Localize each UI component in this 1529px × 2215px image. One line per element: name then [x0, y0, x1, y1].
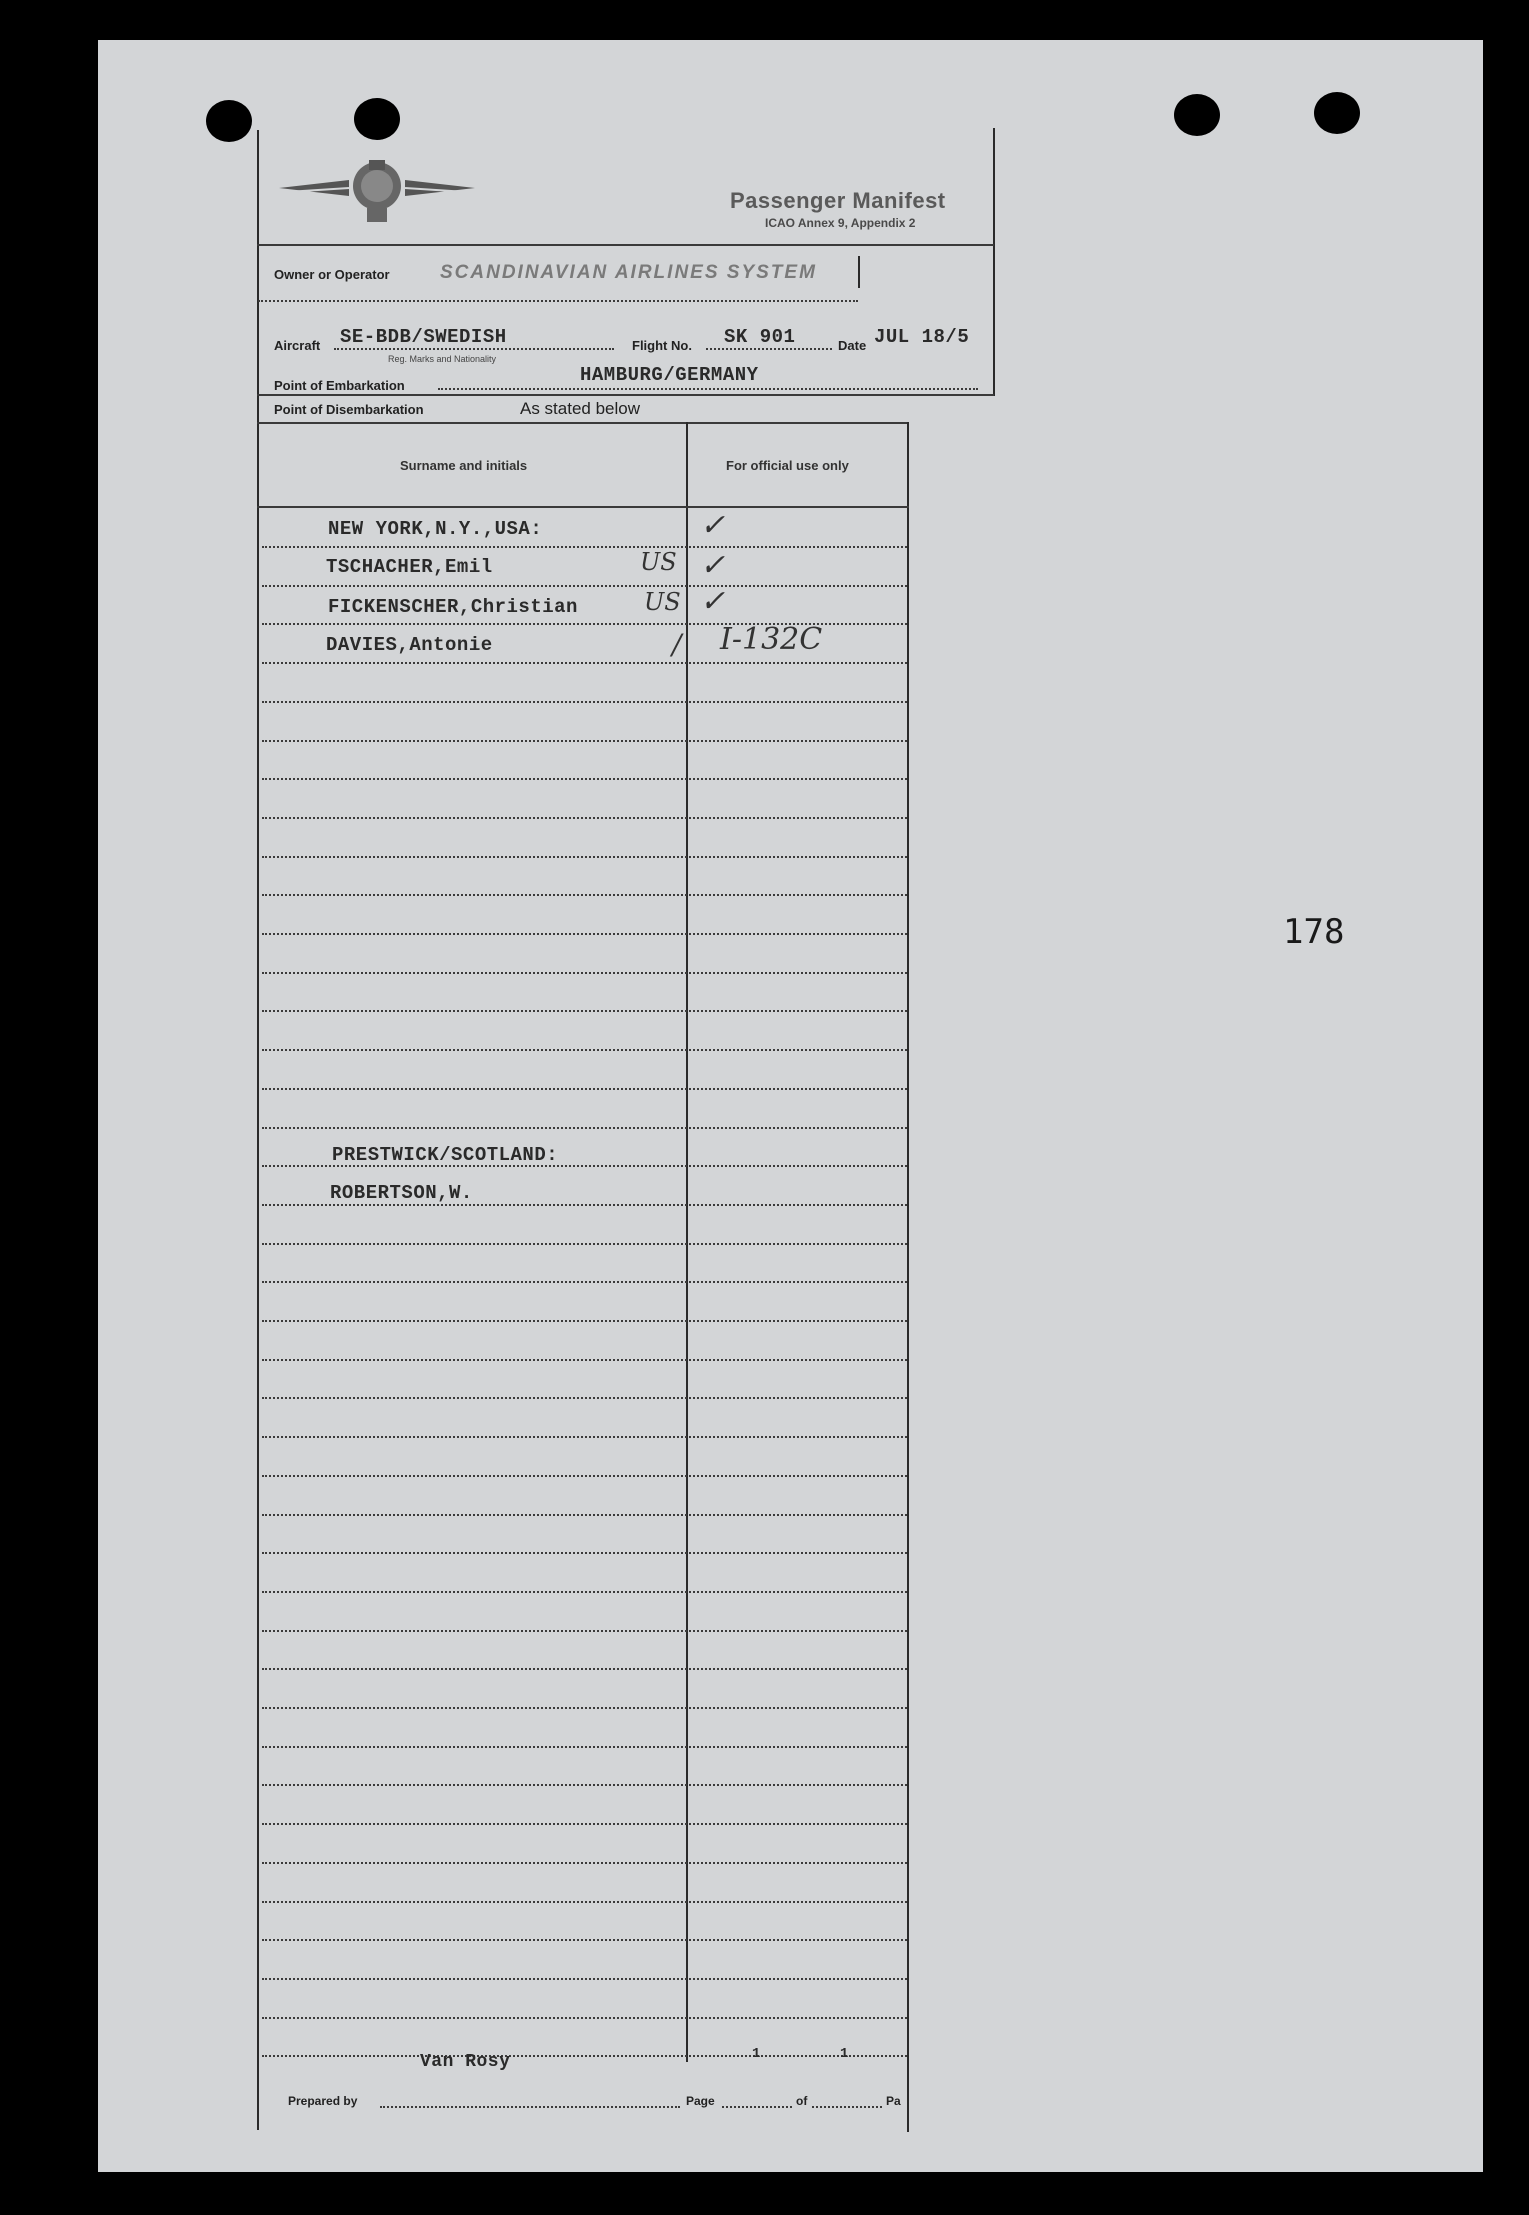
flight-label: Flight No.: [632, 338, 692, 353]
table-row-line: [262, 1978, 907, 1980]
page-label: Page: [686, 2094, 715, 2108]
table-row-line: [262, 1204, 907, 1206]
prepared-line: [380, 2106, 680, 2108]
table-row-line: [262, 1010, 907, 1012]
pa-label: Pa: [886, 2094, 901, 2108]
document-sheet: [98, 40, 1483, 2172]
table-row-line: [262, 1746, 907, 1748]
handwritten-code: I-132C: [720, 622, 823, 657]
table-row-name: PRESTWICK/SCOTLAND:: [332, 1144, 559, 1166]
aircraft-hint: Reg. Marks and Nationality: [388, 354, 497, 364]
table-row-line: [262, 778, 907, 780]
page-line: [722, 2106, 792, 2108]
embark-label: Point of Embarkation: [274, 378, 405, 393]
airline-wings-logo-icon: [279, 150, 475, 230]
header-bottom-line: [257, 394, 994, 396]
check-mark-icon: ✓: [700, 508, 726, 543]
table-row-line: [262, 1591, 907, 1593]
page-number: 1: [752, 2046, 761, 2062]
header-divider: [257, 244, 994, 246]
table-row-line: [262, 1862, 907, 1864]
table-header-line: [257, 506, 909, 508]
table-row-line: [262, 972, 907, 974]
column-divider: [686, 422, 688, 2062]
table-row-name: DAVIES,Antonie: [326, 634, 493, 656]
table-row-name: FICKENSCHER,Christian: [328, 596, 578, 618]
stamp-number: 178: [1283, 912, 1345, 952]
table-row-line: [262, 1939, 907, 1941]
punch-hole: [206, 100, 252, 142]
table-row-line: [262, 1281, 907, 1283]
punch-hole: [1314, 92, 1360, 134]
col-name-header: Surname and initials: [400, 458, 528, 473]
table-row-line: [262, 856, 907, 858]
table-row-line: [262, 1127, 907, 1129]
owner-label: Owner or Operator: [274, 267, 390, 282]
table-row-line: [262, 1243, 907, 1245]
punch-hole: [1174, 94, 1220, 136]
embark-value: HAMBURG/GERMANY: [580, 364, 759, 386]
table-row-line: [262, 1707, 907, 1709]
table-right-border: [907, 422, 909, 2132]
table-row-line: [262, 1901, 907, 1903]
table-row-line: [262, 1397, 907, 1399]
check-mark-icon: ✓: [700, 584, 726, 619]
owner-line: [258, 300, 858, 302]
owner-value: SCANDINAVIAN AIRLINES SYSTEM: [440, 262, 817, 283]
table-row-line: [262, 2055, 907, 2057]
date-value: JUL 18/5: [874, 326, 970, 348]
form-right-border: [993, 128, 995, 396]
embark-line: [438, 388, 978, 390]
table-row-line: [262, 546, 907, 548]
of-label: of: [796, 2094, 808, 2108]
table-row-line: [262, 1823, 907, 1825]
col-official-header: For official use only: [726, 458, 849, 473]
page-total: 1: [840, 2046, 849, 2062]
table-top-line: [257, 422, 909, 424]
nationality-mark: US: [640, 548, 677, 576]
table-row-line: [262, 894, 907, 896]
check-mark-icon: ✓: [700, 548, 726, 583]
slash-mark: /: [672, 628, 682, 661]
table-row-line: [262, 662, 907, 664]
table-row-line: [262, 817, 907, 819]
table-row-line: [262, 1049, 907, 1051]
table-row-line: [262, 1359, 907, 1361]
disembark-value: As stated below: [520, 399, 641, 418]
table-row-line: [262, 1630, 907, 1632]
table-row-line: [262, 1475, 907, 1477]
table-row-line: [262, 1088, 907, 1090]
flight-line: [706, 348, 832, 350]
form-left-border: [257, 130, 259, 2130]
manifest-title: Passenger Manifest: [730, 188, 946, 213]
table-row-name: ROBERTSON,W.: [330, 1182, 473, 1204]
nationality-mark: US: [644, 588, 681, 616]
table-row-line: [262, 1784, 907, 1786]
table-row-name: NEW YORK,N.Y.,USA:: [328, 518, 543, 540]
table-row-line: [262, 1552, 907, 1554]
date-label: Date: [838, 338, 867, 353]
manifest-subtitle: ICAO Annex 9, Appendix 2: [765, 216, 916, 230]
table-row-line: [262, 1514, 907, 1516]
flight-value: SK 901: [724, 326, 796, 348]
table-row-line: [262, 1320, 907, 1322]
owner-tick: [858, 256, 860, 288]
aircraft-label: Aircraft: [274, 338, 321, 353]
aircraft-line: [334, 348, 614, 350]
signature: Van Rosy: [420, 2052, 511, 2072]
of-line: [812, 2106, 882, 2108]
table-row-line: [262, 701, 907, 703]
disembark-label: Point of Disembarkation: [274, 402, 424, 417]
table-row-line: [262, 1668, 907, 1670]
punch-hole: [354, 98, 400, 140]
table-row-line: [262, 1436, 907, 1438]
table-row-line: [262, 740, 907, 742]
table-row-line: [262, 585, 907, 587]
table-row-line: [262, 2017, 907, 2019]
aircraft-value: SE-BDB/SWEDISH: [340, 326, 507, 348]
prepared-label: Prepared by: [288, 2094, 358, 2108]
table-row-line: [262, 933, 907, 935]
table-row-name: TSCHACHER,Emil: [326, 556, 493, 578]
